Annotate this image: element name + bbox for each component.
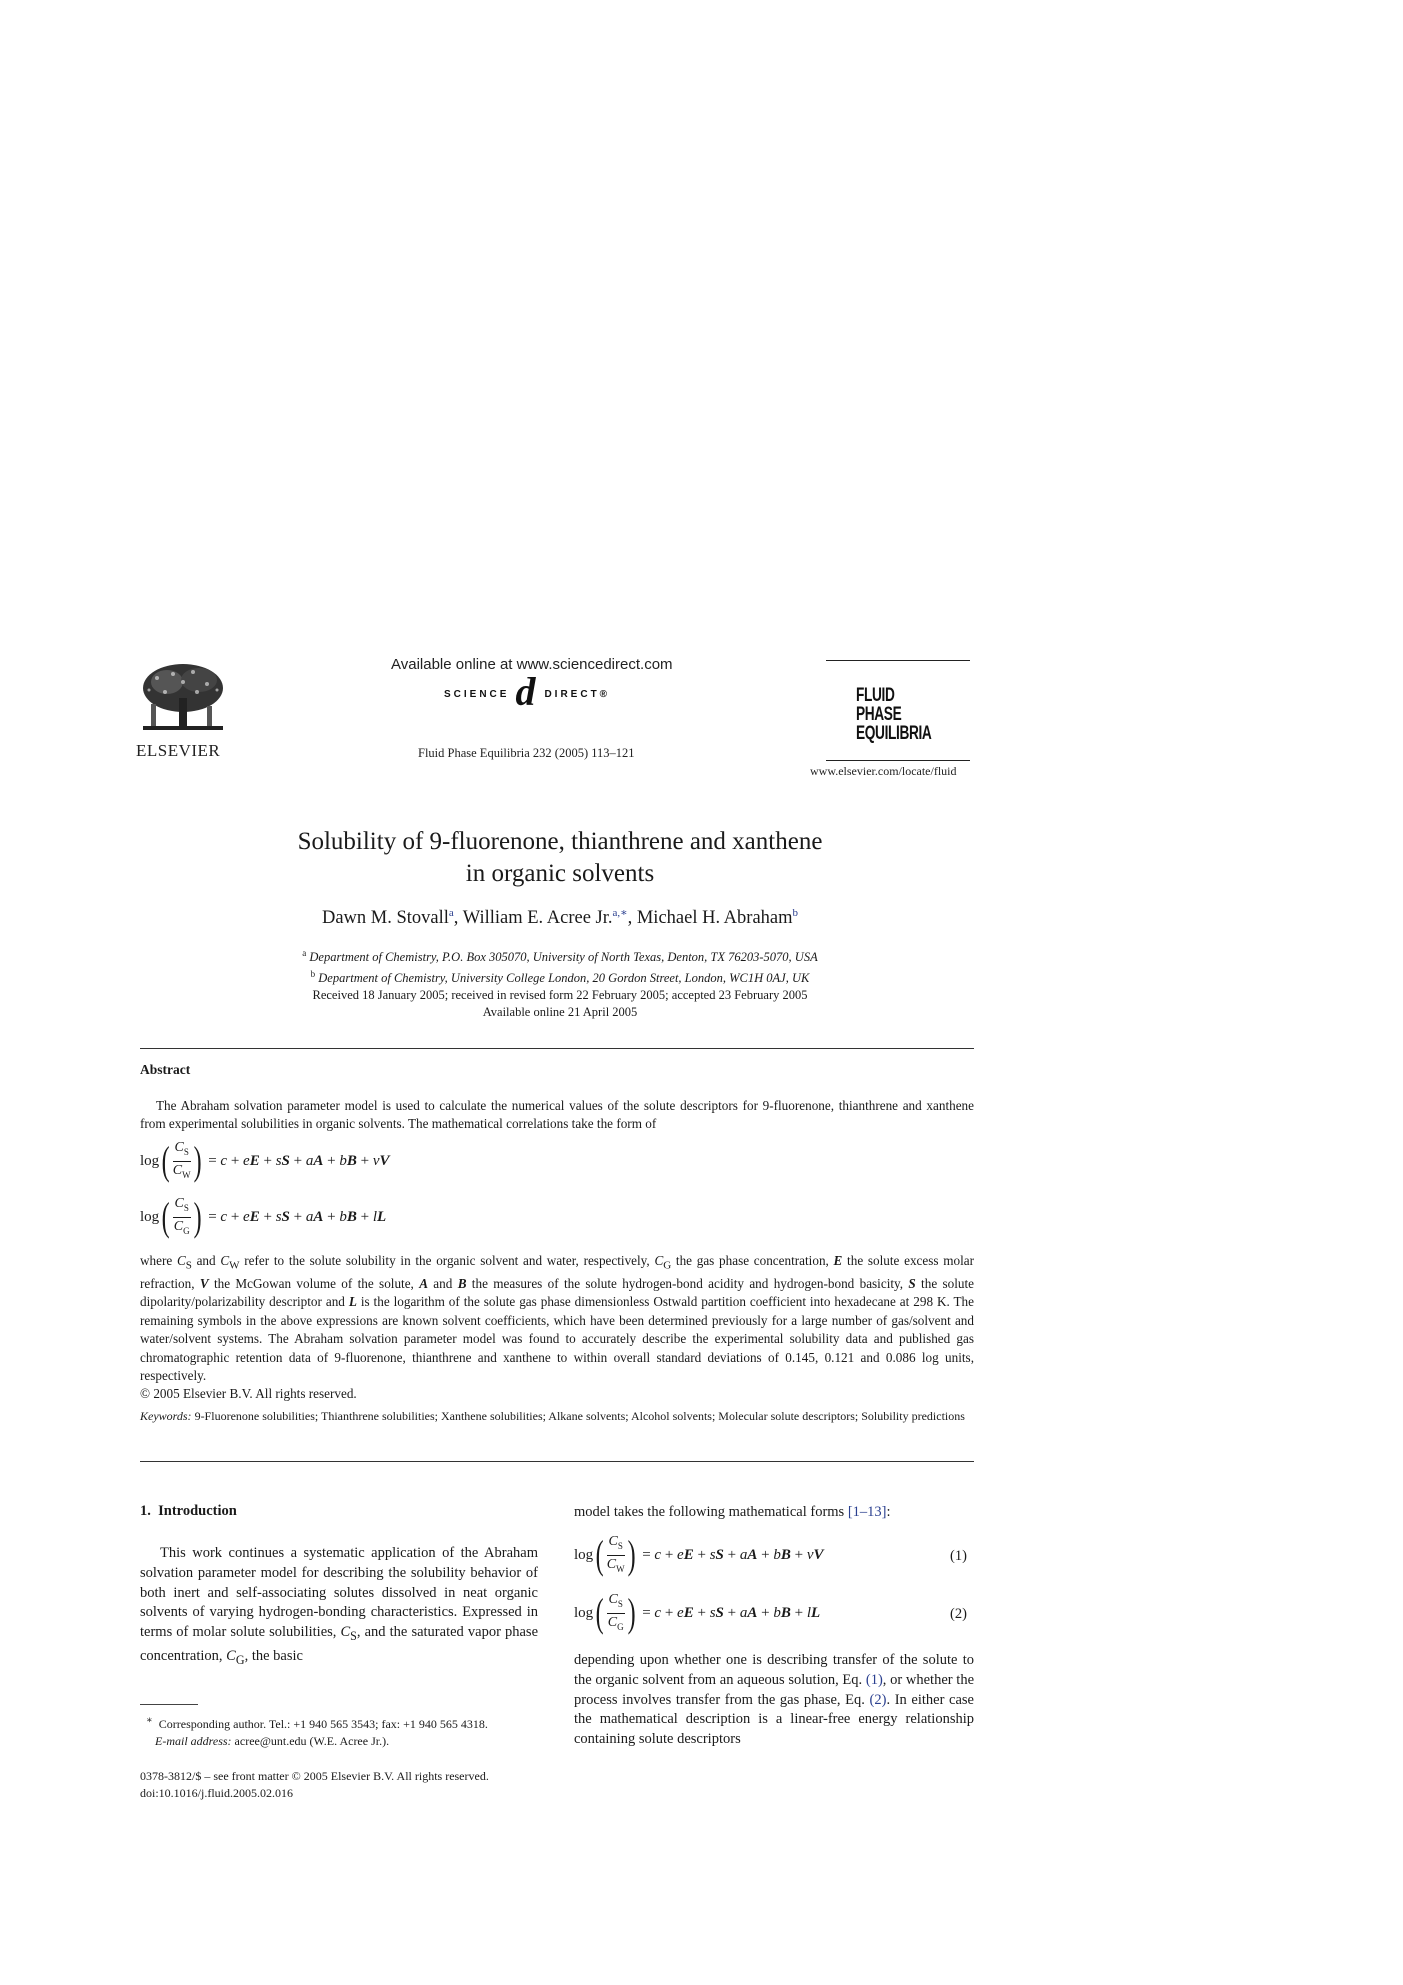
journal-homepage-link[interactable]: www.elsevier.com/locate/fluid (810, 764, 957, 778)
equation-1: log ( $\frac{C_S}{C_W}$ ) = c + eE + sS + aA + bB + vV (574, 1532, 824, 1578)
keywords-label: Keywords: (140, 1409, 192, 1423)
elsevier-tree-logo (137, 660, 229, 736)
corresponding-author-text: Corresponding author. Tel.: +1 940 565 3543; fax: +1 940 565 4318. (158, 1717, 488, 1731)
right-col-paragraph: depending upon whether one is describing transfer of the solute to the organic solvent from an aqueous solution, Eq. (1), or whether the process involves transfer from the gas phase, Eq. (2). In either case the mathematical description is a linear-free energy relationship containing solute descriptors (574, 1652, 975, 1748)
abstract-para2-lead: where (140, 1253, 173, 1268)
affil-text: Department of Chemistry, University College London, 20 Gordon Street, London, WC1H 0AJ, UK (318, 971, 810, 986)
available-online-text[interactable]: Available online at www.sciencedirect.com (391, 656, 673, 673)
abstract-paragraph-2: where $C_S$ and $C_W$ refer to the solute solubility in the organic solvent and water, respectively, $C_G$ the gas phase concentration, E the solute excess molar refraction, V the McGowan volume of the solute, A and B the measures of the solute hydrogen-bond acidity and hydrogen-bond basicity, S the solute dipolarity/polarizability descriptor and L is the logarithm of the solute gas phase dimensionless Ostwald partition coefficient into hexadecane at 298 K. The remaining symbols in the above expressions are known solvent coefficients, which have been determined previously for a large number of gas/solvent and water/solvent systems. The Abraham solvation parameter model was found to accurately describe the experimental solubility data and published gas chromatographic retention data of 9-fluorenone, thianthrene and xanthene to within overall standard deviations of 0.145, 0.121 and 0.086 log units, respectively. © 2005 Elsevier B.V. All rights reserved. (140, 1252, 974, 1404)
abstract-equation-2: log ( $\frac{C_S}{C_G}$ ) = c + eE + sS + aA + bB + lL (140, 1194, 387, 1240)
affiliations (150, 945, 970, 987)
keywords-text: 9-Fluorenone solubilities; Thianthrene solubilities; Xanthene solubilities; Alkane solvents; Alcohol solvents; Molecular solute descriptors; Solubility predictions (194, 1409, 965, 1423)
article-title (180, 826, 940, 890)
right-col-lead-text: model takes the following mathematical forms (574, 1504, 845, 1520)
equation-2: log ( $\frac{C_S}{C_G}$ ) = c + eE + sS + aA + bB + lL (574, 1590, 821, 1636)
abstract-paragraph-1 (140, 1097, 974, 1134)
author-affil-sup[interactable]: a,∗ (612, 907, 628, 919)
available-date: Available online 21 April 2005 (482, 1005, 638, 1019)
eq-log: log (574, 1604, 594, 1621)
sd-logo-right: DIRECT® (544, 688, 611, 700)
affil-text: Department of Chemistry, P.O. Box 305070, University of North Texas, Denton, TX 76203-5070, USA (309, 950, 818, 965)
article-title-line1: Solubility of 9-fluorenone, thianthrene and xanthene (297, 828, 823, 855)
affil-marker: a (302, 948, 307, 958)
sd-at-icon: d (515, 669, 539, 714)
section-heading-introduction: 1. Introduction (140, 1503, 237, 1519)
equation-number-2: (2) (950, 1606, 967, 1622)
footnote-rule (140, 1704, 198, 1705)
email-label: E-mail address: (155, 1734, 232, 1748)
equation-number-1: (1) (950, 1548, 967, 1564)
reference-link[interactable]: [1–13] (847, 1504, 887, 1520)
article-title-line2: in organic solvents (465, 860, 655, 887)
article-dates (150, 987, 970, 1021)
intro-para1-text: This work continues a systematic application of the Abraham solvation parameter model for describing the solubility behavior of both inert and self-associating solutes dissolved in neat organic solvents of varying hydrogen-bonding characteristics. Expressed in terms of molar solute solubilities, (140, 1545, 538, 1641)
abstract-para1-text: The Abraham solvation parameter model is used to calculate the numerical values of the solute descriptors for 9-fluorenone, thianthrene and xanthene from experimental solubilities in organic solvents. The mathematical correlations take the form of (140, 1098, 974, 1132)
journal-logo-line1: FLUID PHASE (856, 685, 902, 725)
publisher-name: ELSEVIER (136, 741, 221, 760)
equation-link-1[interactable]: (1) (865, 1671, 883, 1688)
author-list: Dawn M. Stovall$^a$, William E. Acree Jr.$^{a,∗}$, Michael H. Abraham$^b$ (321, 907, 799, 929)
abstract-top-rule (140, 1048, 974, 1049)
eq-log: log (140, 1208, 160, 1225)
affiliation-b (150, 966, 970, 987)
journal-logo-bottom-rule (826, 760, 970, 761)
received-dates: Received 18 January 2005; received in revised form 22 February 2005; accepted 23 February 2005 (312, 988, 808, 1002)
issn-line: 0378-3812/$ – see front matter © 2005 Elsevier B.V. All rights reserved. (140, 1769, 489, 1783)
affil-marker: b (310, 969, 316, 980)
affiliation-a (150, 945, 970, 966)
article-identifiers (140, 1768, 540, 1802)
doi-line[interactable]: doi:10.1016/j.fluid.2005.02.016 (140, 1786, 293, 1800)
footnote-corresponding (140, 1712, 540, 1750)
journal-logo-line2: EQUILIBRIA (856, 723, 932, 744)
sd-logo-left: SCIENCE (444, 688, 510, 700)
abstract-heading: Abstract (140, 1062, 191, 1077)
intro-paragraph-1: This work continues a systematic application of the Abraham solvation parameter model for describing the solubility behavior of both inert and self-associating solutes dissolved in neat organic solvents of varying hydrogen-bonding characteristics. Expressed in terms of molar solute solubilities, $C_S$, and the saturated vapor phase concentration, $C_G$, the basic (140, 1545, 538, 1667)
copyright-notice: © 2005 Elsevier B.V. All rights reserved. (140, 1386, 357, 1402)
sciencedirect-logo[interactable] (444, 669, 611, 714)
journal-citation: Fluid Phase Equilibria 232 (2005) 113–121 (418, 746, 635, 760)
author-affil-sup[interactable]: b (792, 907, 799, 919)
abstract-bottom-rule (140, 1461, 974, 1462)
email-link[interactable]: acree@unt.edu (W.E. Acree Jr.). (234, 1734, 390, 1748)
eq-log: log (140, 1152, 160, 1169)
keywords (140, 1408, 974, 1425)
author-name[interactable]: William E. Acree Jr. (462, 908, 613, 929)
journal-logo-top-rule (826, 660, 970, 661)
author-affil-sup[interactable]: a (448, 907, 454, 919)
author-name[interactable]: Dawn M. Stovall (321, 908, 449, 929)
eq-log: log (574, 1546, 594, 1563)
equation-link-2[interactable]: (2) (869, 1691, 887, 1708)
right-col-para-text: depending upon whether one is describing transfer of the solute to the organic solvent from an aqueous solution, Eq. (574, 1652, 974, 1688)
footnote-star: ∗ (146, 1715, 153, 1726)
author-name[interactable]: Michael H. Abraham (636, 908, 793, 929)
journal-logo (856, 686, 956, 743)
abstract-equation-1: log ( $\frac{C_S}{C_W}$ ) = c + eE + sS + aA + bB + vV (140, 1138, 390, 1184)
right-col-lead: model takes the following mathematical forms [1–13]: (574, 1504, 891, 1520)
